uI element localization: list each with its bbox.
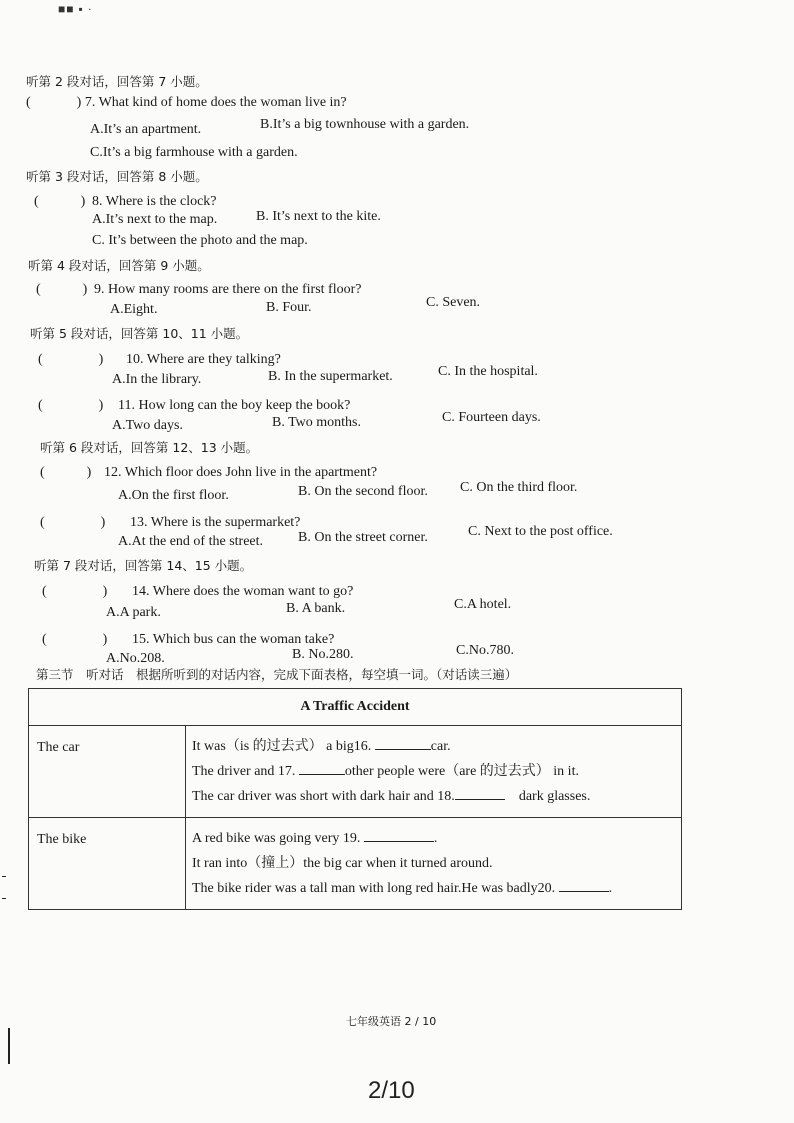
table-title: A Traffic Accident	[29, 689, 682, 726]
question-8-text: 8. Where is the clock?	[92, 194, 217, 209]
page-footer: 七年级英语 2 / 10	[346, 1015, 437, 1028]
page-number-indicator: 2/10	[368, 1077, 415, 1104]
q10-option-a: A.In the library.	[112, 372, 202, 387]
answer-paren[interactable]: (	[26, 95, 31, 110]
q15-option-a: A.No.208.	[106, 651, 165, 666]
q7-option-b: B.It’s a big townhouse with a garden.	[260, 117, 470, 132]
blank-20[interactable]	[559, 877, 609, 892]
q14-option-c: C.A hotel.	[454, 597, 512, 612]
part-3-instruction: 第三节 听对话 根据所听到的对话内容，完成下面表格，每空填一词。（对话读三遍）	[36, 667, 518, 682]
q13-option-c: C. Next to the post office.	[468, 524, 613, 539]
answer-paren[interactable]: ( )	[40, 515, 106, 530]
scan-top-mark: ■■ ▪ ·	[58, 2, 93, 16]
q9-option-c: C. Seven.	[426, 295, 481, 310]
traffic-accident-table	[28, 688, 682, 910]
question-12-text: 12. Which floor does John live in the apartment?	[104, 465, 378, 480]
q12-option-a: A.On the first floor.	[118, 488, 229, 503]
question-14	[42, 580, 353, 600]
answer-paren[interactable]: ( )	[42, 632, 108, 647]
answer-paren[interactable]: ( )	[38, 398, 104, 413]
blank-18[interactable]	[455, 785, 505, 800]
q11-option-b: B. Two months.	[272, 415, 361, 430]
q9-option-b: B. Four.	[266, 300, 312, 315]
q8-option-c: C. It’s between the photo and the map.	[92, 233, 308, 248]
question-10	[38, 348, 281, 368]
answer-paren[interactable]: ( )	[34, 194, 86, 209]
car-details: It was（is 的过去式） a big16. car. The driver and 17. other people were（are 的过去式） in it. The car driver was short with dark hair and 18. dark glasses.	[186, 726, 682, 818]
section-6-instruction: 听第 6 段对话，回答第 12、13 小题。	[40, 440, 259, 455]
scan-margin-mark	[2, 898, 6, 899]
row-label-car: The car	[29, 726, 186, 818]
question-11-text: 11. How long can the boy keep the book?	[118, 398, 351, 413]
question-9-text: 9. How many rooms are there on the first floor?	[94, 282, 362, 297]
q9-option-a: A.Eight.	[110, 302, 158, 317]
q14-option-b: B. A bank.	[286, 601, 346, 616]
question-10-text: 10. Where are they talking?	[126, 352, 281, 367]
question-15-text: 15. Which bus can the woman take?	[132, 632, 335, 647]
q10-option-c: C. In the hospital.	[438, 364, 538, 379]
answer-paren[interactable]: ( )	[42, 584, 108, 599]
q7-option-c: C.It’s a big farmhouse with a garden.	[90, 145, 298, 160]
section-5-instruction: 听第 5 段对话，回答第 10、11 小题。	[30, 326, 249, 341]
q15-option-b: B. No.280.	[292, 647, 354, 662]
blank-17[interactable]	[299, 760, 345, 775]
q11-option-c: C. Fourteen days.	[442, 410, 541, 425]
answer-paren[interactable]: ( )	[38, 352, 104, 367]
section-4-instruction: 听第 4 段对话，回答第 9 小题。	[28, 258, 210, 273]
q13-option-a: A.At the end of the street.	[118, 534, 264, 549]
answer-paren[interactable]: ( )	[40, 465, 92, 480]
q7-option-a: A.It’s an apartment.	[90, 122, 202, 137]
question-14-text: 14. Where does the woman want to go?	[132, 584, 354, 599]
blank-19[interactable]	[364, 827, 434, 842]
question-12	[40, 461, 377, 481]
section-7-instruction: 听第 7 段对话，回答第 14、15 小题。	[34, 558, 253, 573]
scan-margin-mark	[2, 876, 6, 877]
section-2-instruction: 听第 2 段对话，回答第 7 小题。	[26, 74, 208, 89]
bike-details: A red bike was going very 19. . It ran into（撞上）the big car when it turned around. The bike rider was a tall man with long red hair.He was badly20. .	[186, 818, 682, 910]
question-8	[34, 190, 217, 210]
q8-option-a: A.It’s next to the map.	[92, 212, 218, 227]
question-15	[42, 628, 334, 648]
answer-paren[interactable]: ( )	[36, 282, 88, 297]
q14-option-a: A.A park.	[106, 605, 161, 620]
question-7-text: 7. What kind of home does the woman live in?	[84, 95, 347, 110]
question-13	[40, 511, 300, 531]
row-label-bike: The bike	[29, 818, 186, 910]
q15-option-c: C.No.780.	[456, 643, 514, 658]
q11-option-a: A.Two days.	[112, 418, 183, 433]
q8-option-b: B. It’s next to the kite.	[256, 209, 381, 224]
blank-16[interactable]	[375, 735, 431, 750]
q10-option-b: B. In the supermarket.	[268, 369, 393, 384]
q12-option-c: C. On the third floor.	[460, 480, 578, 495]
question-9	[36, 278, 361, 298]
q12-option-b: B. On the second floor.	[298, 484, 428, 499]
scan-margin-mark	[8, 1028, 10, 1064]
q13-option-b: B. On the street corner.	[298, 530, 428, 545]
question-13-text: 13. Where is the supermarket?	[130, 515, 301, 530]
question-11	[38, 394, 350, 414]
section-3-instruction: 听第 3 段对话，回答第 8 小题。	[26, 169, 208, 184]
question-7: ( ) 7. What kind of home does the woman live in?	[26, 95, 347, 110]
